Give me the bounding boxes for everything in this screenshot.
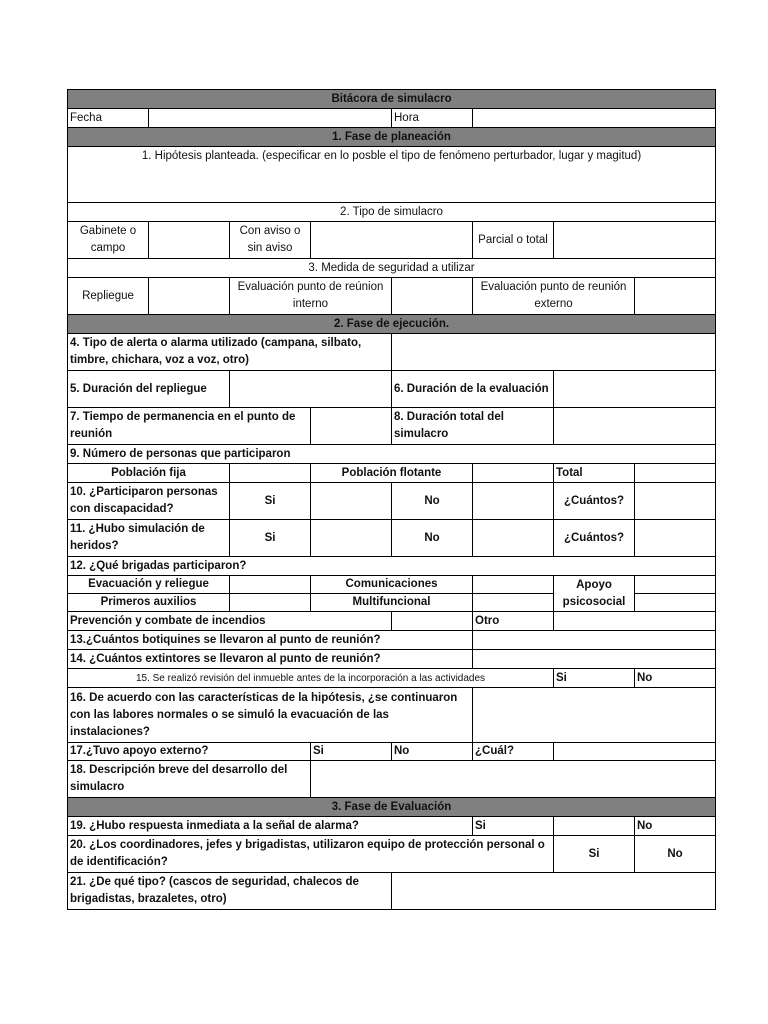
q21-label: 21. ¿De qué tipo? (cascos de seguridad, chalecos de brigadistas, brazaletes, otro) xyxy=(68,873,392,910)
total-field[interactable] xyxy=(635,464,716,483)
comunicaciones-field[interactable] xyxy=(473,576,554,594)
primeros-auxilios-field[interactable] xyxy=(230,594,311,612)
q19-si[interactable]: Si xyxy=(473,817,554,836)
q11-si[interactable]: Si xyxy=(230,520,311,557)
q11-label: 11. ¿Hubo simulación de heridos? xyxy=(68,520,230,557)
q10-label: 10. ¿Participaron personas con discapacidad? xyxy=(68,483,230,520)
q4-field[interactable] xyxy=(392,334,716,371)
eval-externo-field[interactable] xyxy=(635,278,716,315)
phase1-header: 1. Fase de planeación xyxy=(68,128,716,147)
q1-hypothesis[interactable] xyxy=(68,147,716,203)
q14-field[interactable] xyxy=(473,650,716,669)
q16-field[interactable] xyxy=(473,688,716,743)
simulation-log-form xyxy=(67,89,715,910)
q5-label: 5. Duración del repliegue xyxy=(68,371,230,408)
q11-no-field[interactable] xyxy=(473,520,554,557)
parcial-label: Parcial o total xyxy=(473,222,554,259)
q6-label: 6. Duración de la evaluación xyxy=(392,371,554,408)
prevencion-label: Prevención y combate de incendios xyxy=(68,612,392,631)
q11-si-field[interactable] xyxy=(311,520,392,557)
q5-field[interactable] xyxy=(230,371,392,408)
eval-interno-label: Evaluación punto de reúnion interno xyxy=(230,278,392,315)
q10-cuantos-field[interactable] xyxy=(635,483,716,520)
q19-label: 19. ¿Hubo respuesta inmediata a la señal de alarma? xyxy=(68,817,473,836)
total-label: Total xyxy=(554,464,635,483)
q10-no-field[interactable] xyxy=(473,483,554,520)
q11-no[interactable]: No xyxy=(392,520,473,557)
poblacion-flotante-label: Población flotante xyxy=(311,464,473,483)
hora-field[interactable] xyxy=(473,109,716,128)
con-aviso-field[interactable] xyxy=(311,222,473,259)
q14-label: 14. ¿Cuántos extintores se llevaron al punto de reunión? xyxy=(68,650,473,669)
comunicaciones-label: Comunicaciones xyxy=(311,576,473,594)
q12-label: 12. ¿Qué brigadas participaron? xyxy=(68,557,716,576)
poblacion-fija-field[interactable] xyxy=(230,464,311,483)
otro-label: Otro xyxy=(473,612,554,631)
q15-label: 15. Se realizó revisión del inmueble antes de la incorporación a las actividades xyxy=(68,669,554,688)
phase2-header: 2. Fase de ejecución. xyxy=(68,315,716,334)
q9-label: 9. Número de personas que participaron xyxy=(68,445,716,464)
q4-label: 4. Tipo de alerta o alarma utilizado (campana, silbato, timbre, chichara, voz a voz, otro) xyxy=(68,334,392,371)
q10-cuantos-label: ¿Cuántos? xyxy=(554,483,635,520)
poblacion-flotante-field[interactable] xyxy=(473,464,554,483)
q17-si[interactable]: Si xyxy=(311,743,392,761)
eval-interno-field[interactable] xyxy=(392,278,473,315)
q17-cual-label: ¿Cuál? xyxy=(473,743,554,761)
apoyo-psico-label: Apoyo psicosocial xyxy=(554,576,635,612)
poblacion-fija-label: Población fija xyxy=(68,464,230,483)
q18-label: 18. Descripción breve del desarrollo del simulacro xyxy=(68,761,311,798)
form-title: Bitácora de simulacro xyxy=(68,90,716,109)
q17-no[interactable]: No xyxy=(392,743,473,761)
fecha-label: Fecha xyxy=(68,109,149,128)
repliegue-label: Repliegue xyxy=(68,278,149,315)
q18-field[interactable] xyxy=(311,761,716,798)
q17-cual-field[interactable] xyxy=(554,743,716,761)
apoyo-psico-field-1[interactable] xyxy=(635,576,716,594)
con-aviso-label: Con aviso o sin aviso xyxy=(230,222,311,259)
evac-repliegue-label: Evacuación y reliegue xyxy=(68,576,230,594)
q11-cuantos-field[interactable] xyxy=(635,520,716,557)
q19-si-field[interactable] xyxy=(554,817,635,836)
q15-no[interactable]: No xyxy=(635,669,716,688)
q8-field[interactable] xyxy=(554,408,716,445)
eval-externo-label: Evaluación punto de reunión externo xyxy=(473,278,635,315)
q20-si[interactable]: Si xyxy=(554,836,635,873)
q21-field[interactable] xyxy=(392,873,716,910)
q16-label: 16. De acuerdo con las características de la hipótesis, ¿se continuaron con las labores normales o se simuló la evacuación de las instalaciones? xyxy=(68,688,473,743)
q7-field[interactable] xyxy=(311,408,392,445)
phase3-header: 3. Fase de Evaluación xyxy=(68,798,716,817)
q11-cuantos-label: ¿Cuántos? xyxy=(554,520,635,557)
hora-label: Hora xyxy=(392,109,473,128)
q17-label: 17.¿Tuvo apoyo externo? xyxy=(68,743,311,761)
gabinete-label: Gabinete o campo xyxy=(68,222,149,259)
q20-no[interactable]: No xyxy=(635,836,716,873)
q13-label: 13.¿Cuántos botiquines se llevaron al punto de reunión? xyxy=(68,631,473,650)
fecha-field[interactable] xyxy=(149,109,392,128)
parcial-field[interactable] xyxy=(554,222,716,259)
otro-field[interactable] xyxy=(554,612,716,631)
q20-label: 20. ¿Los coordinadores, jefes y brigadistas, utilizaron equipo de protección personal o de identificación? xyxy=(68,836,554,873)
apoyo-psico-field-2[interactable] xyxy=(635,594,716,612)
form-table xyxy=(67,89,716,910)
prevencion-field[interactable] xyxy=(392,612,473,631)
repliegue-field[interactable] xyxy=(149,278,230,315)
q13-field[interactable] xyxy=(473,631,716,650)
q6-field[interactable] xyxy=(554,371,716,408)
multifuncional-label: Multifuncional xyxy=(311,594,473,612)
q15-si[interactable]: Si xyxy=(554,669,635,688)
evac-repliegue-field[interactable] xyxy=(230,576,311,594)
gabinete-field[interactable] xyxy=(149,222,230,259)
q2-label: 2. Tipo de simulacro xyxy=(68,203,716,222)
q19-no[interactable]: No xyxy=(635,817,716,836)
q10-si[interactable]: Si xyxy=(230,483,311,520)
q3-label: 3. Medida de seguridad a utilizar xyxy=(68,259,716,278)
q1-label: 1. Hipótesis planteada. (especificar en lo posble el tipo de fenómeno perturbador, lugar y magitud) xyxy=(141,150,642,162)
q10-no[interactable]: No xyxy=(392,483,473,520)
primeros-auxilios-label: Primeros auxilios xyxy=(68,594,230,612)
q8-label: 8. Duración total del simulacro xyxy=(392,408,554,445)
multifuncional-field[interactable] xyxy=(473,594,554,612)
q7-label: 7. Tiempo de permanencia en el punto de reunión xyxy=(68,408,311,445)
q10-si-field[interactable] xyxy=(311,483,392,520)
